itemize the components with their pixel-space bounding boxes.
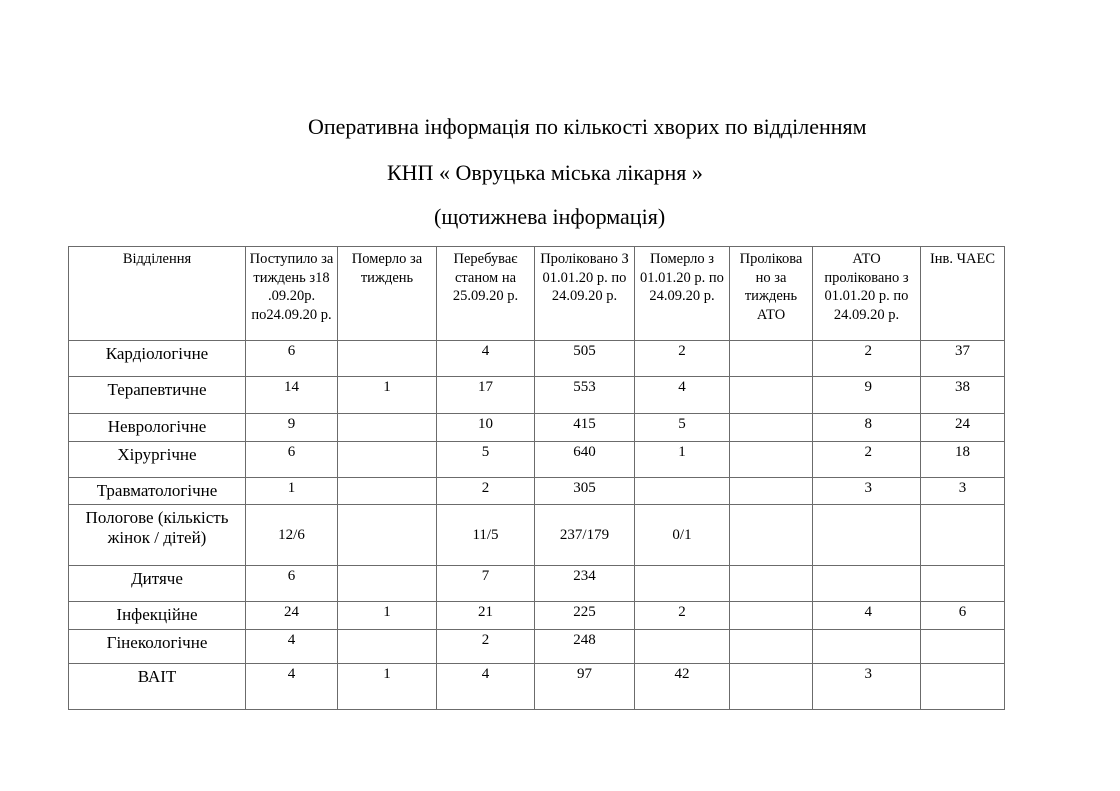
department-name: Гінекологічне [69,630,246,664]
cell-ato-treated-week [730,566,813,602]
cell-chernobyl-disabled [921,566,1005,602]
cell-currently-staying: 4 [437,664,535,710]
cell-died-ytd: 5 [635,414,730,442]
cell-ato-treated-ytd: 8 [813,414,921,442]
cell-treated-ytd: 505 [535,341,635,377]
cell-died-week [338,442,437,478]
cell-died-week [338,505,437,566]
header-died-ytd: Померло з 01.01.20 р. по 24.09.20 р. [635,247,730,341]
cell-currently-staying: 2 [437,478,535,505]
header-admitted-week: Поступило за тиждень з18 .09.20р. по24.09.20 р. [246,247,338,341]
cell-died-week [338,341,437,377]
cell-died-week [338,630,437,664]
cell-treated-ytd: 553 [535,377,635,414]
cell-ato-treated-ytd: 3 [813,478,921,505]
cell-currently-staying: 7 [437,566,535,602]
cell-ato-treated-week [730,505,813,566]
cell-ato-treated-ytd: 2 [813,442,921,478]
department-name: Терапевтичне [69,377,246,414]
cell-died-ytd: 2 [635,341,730,377]
cell-ato-treated-week [730,442,813,478]
patients-by-department-table [68,246,1005,710]
cell-currently-staying: 21 [437,602,535,630]
cell-chernobyl-disabled [921,505,1005,566]
cell-currently-staying: 2 [437,630,535,664]
cell-treated-ytd: 234 [535,566,635,602]
header-died-week: Померло за тиждень [338,247,437,341]
header-department: Відділення [69,247,246,341]
table-header-row [69,247,1005,341]
department-name: Хірургічне [69,442,246,478]
department-name: Інфекційне [69,602,246,630]
cell-ato-treated-ytd: 3 [813,664,921,710]
cell-currently-staying: 4 [437,341,535,377]
cell-ato-treated-week [730,341,813,377]
cell-ato-treated-week [730,414,813,442]
cell-died-week: 1 [338,602,437,630]
header-ato-treated-ytd: АТО проліковано з 01.01.20 р. по 24.09.20 р. [813,247,921,341]
cell-ato-treated-ytd: 2 [813,341,921,377]
cell-died-week [338,478,437,505]
table-row [69,602,1005,630]
cell-admitted-week: 9 [246,414,338,442]
cell-died-ytd: 2 [635,602,730,630]
table-row [69,377,1005,414]
cell-ato-treated-ytd [813,630,921,664]
cell-treated-ytd: 415 [535,414,635,442]
cell-ato-treated-ytd [813,505,921,566]
cell-treated-ytd: 640 [535,442,635,478]
cell-admitted-week: 24 [246,602,338,630]
table-row [69,505,1005,566]
cell-admitted-week: 4 [246,664,338,710]
cell-ato-treated-week [730,377,813,414]
cell-chernobyl-disabled: 3 [921,478,1005,505]
header-chernobyl-disabled: Інв. ЧАЕС [921,247,1005,341]
cell-died-ytd: 4 [635,377,730,414]
cell-ato-treated-week [730,630,813,664]
cell-died-ytd [635,566,730,602]
cell-admitted-week: 14 [246,377,338,414]
cell-ato-treated-ytd: 9 [813,377,921,414]
cell-admitted-week: 12/6 [246,505,338,566]
cell-died-ytd: 42 [635,664,730,710]
cell-died-week [338,414,437,442]
department-name: ВАІТ [69,664,246,710]
cell-currently-staying: 17 [437,377,535,414]
cell-admitted-week: 1 [246,478,338,505]
department-name: Неврологічне [69,414,246,442]
cell-died-ytd [635,478,730,505]
cell-treated-ytd: 225 [535,602,635,630]
cell-died-week: 1 [338,664,437,710]
cell-chernobyl-disabled [921,630,1005,664]
cell-chernobyl-disabled: 37 [921,341,1005,377]
department-name: Дитяче [69,566,246,602]
table-row [69,664,1005,710]
cell-admitted-week: 6 [246,566,338,602]
table-row [69,442,1005,478]
cell-ato-treated-ytd: 4 [813,602,921,630]
cell-died-ytd [635,630,730,664]
cell-ato-treated-week [730,664,813,710]
hospital-name: КНП « Овруцька міська лікарня » [387,160,703,185]
header-treated-ytd: Проліковано З 01.01.20 р. по 24.09.20 р. [535,247,635,341]
cell-died-week [338,566,437,602]
table-row [69,566,1005,602]
cell-chernobyl-disabled [921,664,1005,710]
cell-currently-staying: 11/5 [437,505,535,566]
table-row [69,630,1005,664]
cell-currently-staying: 5 [437,442,535,478]
cell-chernobyl-disabled: 38 [921,377,1005,414]
report-subtitle: (щотижнева інформація) [434,204,666,229]
cell-currently-staying: 10 [437,414,535,442]
table-row [69,341,1005,377]
cell-treated-ytd: 97 [535,664,635,710]
cell-admitted-week: 6 [246,341,338,377]
cell-died-week: 1 [338,377,437,414]
cell-died-ytd: 0/1 [635,505,730,566]
table-row [69,414,1005,442]
department-name: Травматологічне [69,478,246,505]
cell-ato-treated-ytd [813,566,921,602]
cell-ato-treated-week [730,478,813,505]
department-name: Пологове (кількість жінок / дітей) [69,505,246,566]
cell-treated-ytd: 305 [535,478,635,505]
cell-chernobyl-disabled: 6 [921,602,1005,630]
header-currently-staying: Перебуває станом на 25.09.20 р. [437,247,535,341]
table-row [69,478,1005,505]
cell-treated-ytd: 248 [535,630,635,664]
report-title: Оперативна інформація по кількості хворих по відділенням [308,114,867,139]
header-ato-treated-week: Пролікова но за тиждень АТО [730,247,813,341]
department-name: Кардіологічне [69,341,246,377]
cell-chernobyl-disabled: 18 [921,442,1005,478]
cell-ato-treated-week [730,602,813,630]
cell-died-ytd: 1 [635,442,730,478]
cell-treated-ytd: 237/179 [535,505,635,566]
cell-admitted-week: 4 [246,630,338,664]
cell-admitted-week: 6 [246,442,338,478]
cell-chernobyl-disabled: 24 [921,414,1005,442]
